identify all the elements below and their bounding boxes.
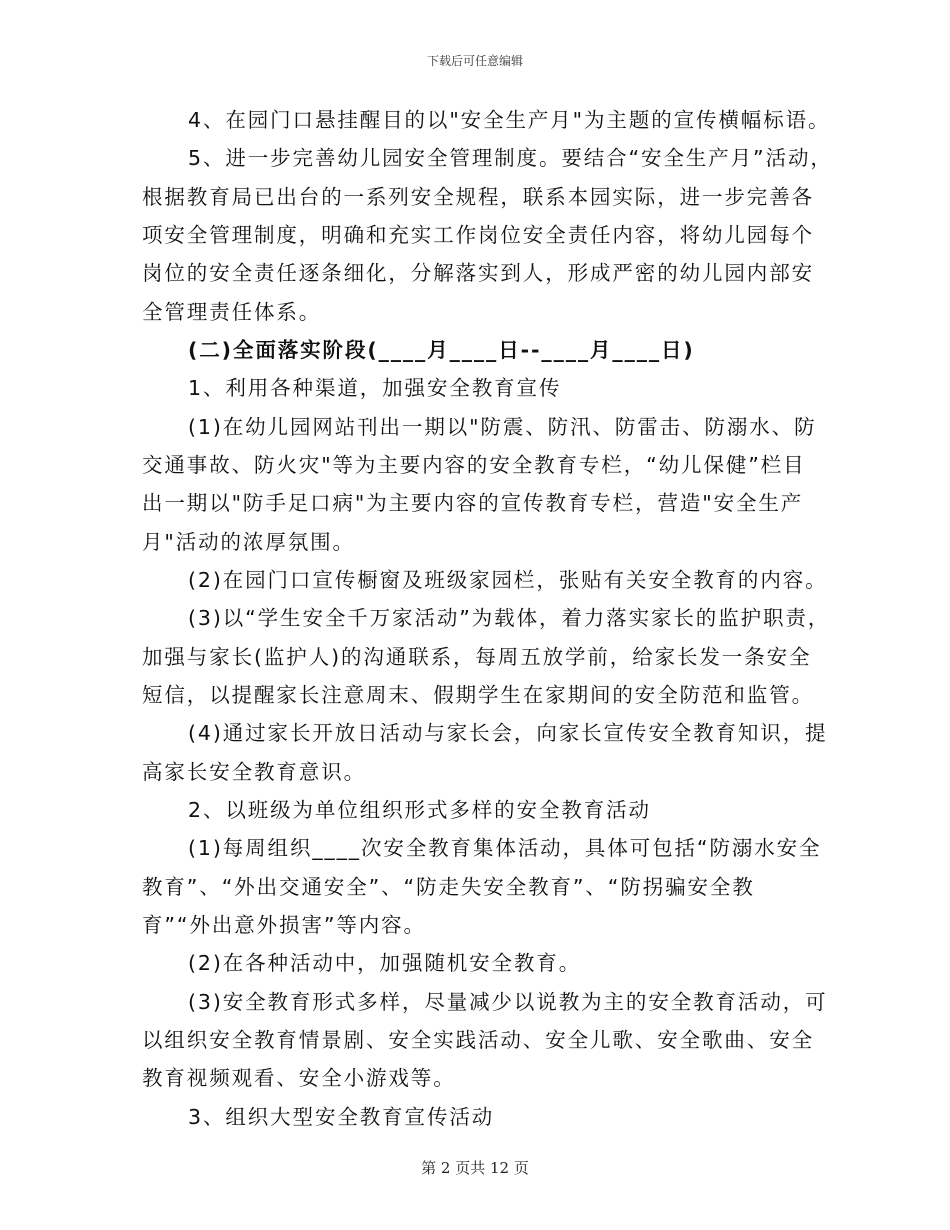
paragraph-line: (3)安全教育形式多样，尽量减少以说教为主的安全教育活动，可	[188, 990, 828, 1014]
paragraph-line: (3)以“学生安全千万家活动”为载体，着力落实家长的监护职责，	[188, 606, 831, 630]
paragraph-line: 短信，以提醒家长注意周末、假期学生在家期间的安全防范和监管。	[142, 683, 814, 707]
paragraph-line: 4、在园门口悬挂醒目的以"安全生产月"为主题的宣传横幅标语。	[188, 108, 831, 132]
paragraph-line: (2)在各种活动中，加强随机安全教育。	[188, 951, 582, 975]
paragraph-line: 教育”、“外出交通安全”、“防走失安全教育”、“防拐骗安全教	[142, 875, 755, 899]
paragraph-line: 以组织安全教育情景剧、安全实践活动、安全儿歌、安全歌曲、安全	[142, 1028, 814, 1052]
paragraph-line: 5、进一步完善幼儿园安全管理制度。要结合“安全生产月”活动，	[188, 146, 833, 170]
paragraph-line: 育”“外出意外损害”等内容。	[142, 913, 426, 937]
paragraph-line: 岗位的安全责任逐条细化，分解落实到人，形成严密的幼儿园内部安	[142, 261, 814, 285]
paragraph-line: 交通事故、防火灾"等为主要内容的安全教育专栏，“幼儿保健”栏目	[142, 453, 806, 477]
paragraph-line: 全管理责任体系。	[142, 300, 322, 324]
paragraph-line: 教育视频观看、安全小游戏等。	[142, 1066, 456, 1090]
paragraph-line: 根据教育局已出台的一系列安全规程，联系本园实际，进一步完善各	[142, 185, 814, 209]
paragraph-line: (4)通过家长开放日活动与家长会，向家长宣传安全教育知识，提	[188, 721, 828, 745]
subsection-heading: 2、以班级为单位组织形式多样的安全教育活动	[188, 798, 651, 822]
paragraph-line: 高家长安全教育意识。	[142, 760, 366, 784]
paragraph-line: 出一期以"防手足口病"为主要内容的宣传教育专栏，营造"安全生产	[142, 491, 804, 515]
paragraph-line: 月"活动的浓厚氛围。	[142, 530, 355, 554]
page-header: 下载后可任意编辑	[426, 54, 523, 68]
page-footer: 第 2 页共 12 页	[421, 1159, 529, 1177]
paragraph-line: (1)每周组织____次安全教育集体活动，具体可包括“防溺水安全	[188, 836, 822, 860]
paragraph-line: (2)在园门口宣传橱窗及班级家园栏，张贴有关安全教育的内容。	[188, 568, 828, 592]
subsection-heading: 3、组织大型安全教育宣传活动	[188, 1105, 495, 1129]
paragraph-line: 项安全管理制度，明确和充实工作岗位安全责任内容，将幼儿园每个	[142, 223, 814, 247]
subsection-heading: 1、利用各种渠道，加强安全教育宣传	[188, 376, 562, 400]
paragraph-line: (1)在幼儿园网站刊出一期以"防震、防汛、防雷击、防溺水、防	[188, 415, 817, 439]
paragraph-line: 加强与家长(监护人)的沟通联系，每周五放学前，给家长发一条安全	[142, 645, 812, 669]
section-heading: (二)全面落实阶段(____月____日--____月____日)	[188, 338, 695, 362]
